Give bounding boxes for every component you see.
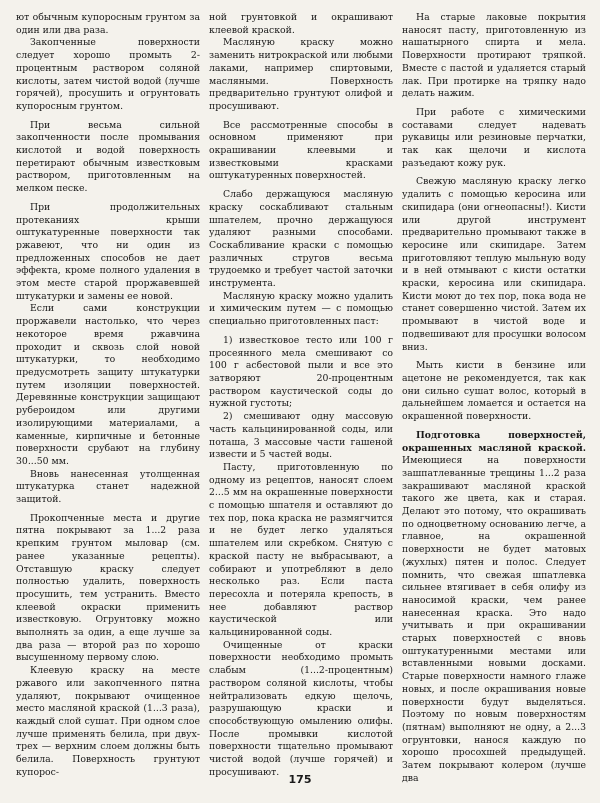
paragraph: Свежую масляную краску легко удалить с помощью керосина или скипидара (они огнеопасны!). Кисти или другой инструмент предварительно промывают также в керосине или скипидаре. Затем приготовляют теплую мыльную воду и в ней отмывают с кисти остатки краски, керосина или скипидара. Кисти моют до тех пор, пока вода не станет совершенно чистой. Затем их промывают в чистой воде и подвешивают для просушки волосом вниз. bbox=[402, 176, 586, 353]
paragraph: При продолжительных протеканиях крыши оштукатуренные поверхности так ржавеют, что ни один из предложенных способов не дает эффекта, кроме полного удаления в этом месте старой проржавевшей штукатурки и замены ее новой. bbox=[16, 201, 200, 302]
paragraph: ют обычным купоросным грунтом за один или два раза. bbox=[16, 12, 200, 36]
paragraph: Слабо держащуюся масляную краску соскабливают стальным шпателем, прочно держащуюся удаляют разными способами. Соскабливание краски с помощью различных стругов весьма трудоемко и требует частой заточки инструмента. bbox=[209, 189, 393, 290]
paragraph: Пасту, приготовленную по одному из рецептов, наносят слоем 2...5 мм на окрашенные поверхности с помощью шпателя и оставляют до тех пор, пока краска не размягчится и не будет легко удаляться шпателем или скребком. Снятую с краской пасту не выбрасывают, а собирают и употребляют в дело несколько раз. Если паста пересохла и потеряла крепость, в нее добавляют раствор каустической или кальцинированной соды. bbox=[209, 461, 393, 639]
paragraph: При работе с химическими составами следует надевать рукавицы или резиновые перчатки, так как щелочи и кислота разъедают кожу рук. bbox=[402, 106, 586, 169]
column-middle bbox=[209, 12, 393, 778]
paragraph: Очищенные от краски поверхности необходимо промыть слабым (1...2-процентным) раствором соляной кислоты, чтобы нейтрализовать едкую щелочь, разрушающую краски и способствующую омылению олифы. После промывки кислотой поверхности тщательно промывают чистой водой (лучше горячей) и просушивают. bbox=[209, 639, 393, 778]
section-heading: Подготовка поверхностей, окрашенных масляной краской. bbox=[402, 429, 586, 454]
paragraph: Масляную краску можно удалить и химическим путем — с помощью специально приготовленных паст: bbox=[209, 290, 393, 328]
paragraph: Закопченные поверхности следует хорошо промыть 2-процентным раствором соляной кислоты, затем чистой водой (лучше горячей), просушить и огрунтовать купоросным грунтом. bbox=[16, 37, 200, 112]
paragraph: Вновь нанесенная утолщенная штукатурка станет надежной защитой. bbox=[16, 468, 200, 506]
column-right bbox=[402, 12, 586, 784]
paragraph: На старые лаковые покрытия наносят пасту, приготовленную из нашатырного спирта и мела. Поверхности протирают тряпкой. Вместе с пастой и удаляется старый лак. При протирке на тряпку надо делать нажим. bbox=[402, 12, 586, 100]
paragraph: ной грунтовкой и окрашивают клеевой краской. bbox=[209, 12, 393, 36]
paragraph bbox=[402, 430, 586, 786]
paragraph-text: Имеющиеся на поверхности зашпатлеванные трещины 1...2 раза закрашивают масляной краской такого же цвета, как и старая. Делают это потому, что окрашивать по одноцветному основанию легче, а главное, на окрашенной поверхности не будет матовых (жухлых) пятен и полос. Следует помнить, что свежая шпатлевка сильнее втягивает в себя олифу из наносимой краски, чем ранее нанесенная краска. Это надо учитывать и при окрашивании старых поверхностей с вновь оштукатуренными местами или вставленными новыми досками. Старые поверхности намного глаже новых, и после окрашивания новые поверхности будут выделяться. Поэтому по новым поверхностям (пятнам) выполняют не одну, а 2...3 огрунтовки, нанося каждую по хорошо просохшей предыдущей. Затем покрывают колером (лучше два bbox=[402, 455, 586, 784]
paragraph: 1) известковое тесто или 100 г просеянного мела смешивают со 100 г асбестовой пыли и все это затворяют 20-процентным раствором каустической соды до нужной густоты; bbox=[209, 334, 393, 410]
paragraph: Масляную краску можно заменить нитрокраской или любыми лаками, например спиртовыми, масляными. Поверхность предварительно грунтуют олифой и просушивают. bbox=[209, 37, 393, 112]
page-number: 175 bbox=[288, 773, 312, 786]
paragraph: Если сами конструкции проржавели настолько, что через некоторое время ржавчина проходит и сквозь слой новой штукатурки, то необходимо предусмотреть защиту штукатурки путем изоляции поверхностей. Деревянные конструкции защищают рубероидом или другими изолирующими материалами, а каменные, кирпичные и бетонные поверхности срубают на глубину 30...50 мм. bbox=[16, 303, 200, 467]
paragraph: Мыть кисти в бензине или ацетоне не рекомендуется, так как они сильно сушат волос, который в дальнейшем ломается и остается на окрашенной поверхности. bbox=[402, 360, 586, 423]
paragraph: Клеевую краску на месте ржавого или закопченного пятна удаляют, покрывают очищенное место масляной краской (1...3 раза), каждый слой сушат. При одном слое лучше применять белила, при двух-трех — верхним слоем должны быть белила. Поверхность грунтуют купорос- bbox=[16, 665, 200, 778]
paragraph: Прокопченные места и другие пятна покрывают за 1...2 раза крепким грунтом мыловар (см. ранее указанные рецепты). Отставшую краску следует полностью удалить, поверхность просушить, тем устранить. Вместо клеевой окраски применить известковую. Огрунтовку можно выполнять за один, а еще лучше за два раза — второй раз по хорошо высушенному первому слою. bbox=[16, 512, 200, 664]
paragraph: 2) смешивают одну массовую часть кальцинированной соды, или поташа, 3 массовые части гашеной извести и 5 частей воды. bbox=[209, 411, 393, 461]
column-left bbox=[16, 12, 200, 778]
paragraph: Все рассмотренные способы в основном применяют при окрашивании клеевыми и известковыми красками оштукатуренных поверхностей. bbox=[209, 119, 393, 182]
paragraph: При весьма сильной закопченности после промывания кислотой и водой поверхность перетирают обычным известковым раствором, приготовленным на мелком песке. bbox=[16, 119, 200, 195]
